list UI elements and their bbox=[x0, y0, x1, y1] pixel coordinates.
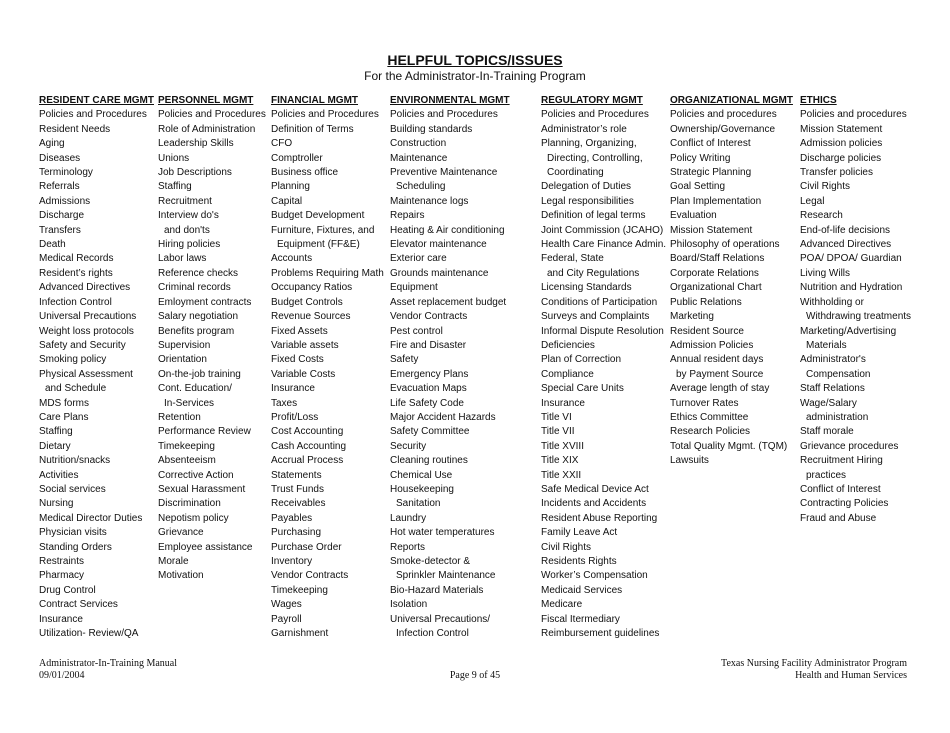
topic-item: Staff morale bbox=[800, 426, 854, 438]
topic-item: Annual resident days bbox=[670, 354, 764, 366]
topic-item: Benefits program bbox=[158, 325, 235, 337]
topic-item: Conflict of Interest bbox=[800, 483, 881, 495]
topic-item: Turnover Rates bbox=[670, 397, 739, 409]
topic-item: Transfers bbox=[39, 224, 81, 236]
topic-item: Policies and procedures bbox=[800, 109, 907, 121]
topic-item: Smoke-detector & bbox=[390, 556, 471, 567]
topic-item: Discharge bbox=[39, 210, 85, 222]
topic-item: Mission Statement bbox=[800, 123, 883, 135]
topic-item: Directing, Controlling, bbox=[547, 152, 643, 164]
topic-item: Profit/Loss bbox=[271, 411, 319, 423]
topic-item: Insurance bbox=[39, 613, 83, 625]
topic-item: Budget Development bbox=[271, 210, 365, 222]
topic-item: Construction bbox=[390, 138, 447, 150]
topic-item: Admissions bbox=[39, 195, 91, 207]
topic-item: Cost Accounting bbox=[271, 426, 344, 438]
topic-item: Scheduling bbox=[396, 181, 446, 193]
topic-item: Unions bbox=[158, 152, 190, 164]
topic-item: Plan of Correction bbox=[541, 354, 622, 366]
topic-item: Isolation bbox=[390, 599, 428, 611]
agency-name: Health and Human Services bbox=[795, 670, 907, 681]
page-title: HELPFUL TOPICS/ISSUES bbox=[387, 52, 563, 68]
topic-item: Equipment (FF&E) bbox=[277, 239, 360, 251]
topic-item: Resident Abuse Reporting bbox=[541, 512, 658, 524]
topic-item: Resident Needs bbox=[39, 123, 111, 135]
topic-item: Accounts bbox=[271, 253, 313, 265]
topic-item: Maintenance bbox=[390, 152, 448, 164]
topic-item: Preventive Maintenance bbox=[390, 167, 498, 179]
topic-item: Hiring policies bbox=[158, 239, 221, 251]
topic-item: Safety bbox=[390, 354, 419, 366]
topic-item: Policies and Procedures bbox=[271, 109, 379, 121]
topic-item: Criminal records bbox=[158, 282, 231, 294]
topic-item: Business office bbox=[271, 167, 339, 179]
topic-item: Inventory bbox=[271, 556, 313, 567]
topic-item: Revenue Sources bbox=[271, 311, 351, 323]
column-items bbox=[541, 108, 666, 641]
page-number: Page 9 of 45 bbox=[449, 670, 501, 681]
topic-item: Residents Rights bbox=[541, 556, 617, 567]
topic-item: Life Safety Code bbox=[390, 397, 464, 409]
topic-item: Resident Source bbox=[670, 325, 744, 337]
topic-item: Supervision bbox=[158, 339, 211, 351]
topic-item: Ownership/Governance bbox=[670, 123, 776, 135]
topic-item: Problems Requiring Math bbox=[271, 267, 384, 279]
topic-item: Job Descriptions bbox=[158, 167, 232, 179]
topic-item: Medicare bbox=[541, 599, 583, 611]
topic-item: Drug Control bbox=[39, 584, 96, 596]
topic-item: Grounds maintenance bbox=[390, 267, 489, 279]
topic-item: Health Care Finance Admin. bbox=[541, 239, 667, 251]
topic-item: Dietary bbox=[39, 440, 71, 452]
topic-item: Terminology bbox=[39, 167, 93, 179]
topic-item: Nutrition/snacks bbox=[39, 455, 111, 467]
topic-item: Research bbox=[800, 210, 843, 222]
topic-item: Pharmacy bbox=[39, 570, 85, 582]
topic-item: Planning, Organizing, bbox=[541, 138, 637, 150]
topic-item: Wage/Salary bbox=[800, 397, 857, 409]
column-heading: FINANCIAL MGMT bbox=[271, 95, 359, 106]
topic-item: Title XIX bbox=[541, 455, 579, 467]
topic-item: Title XVIII bbox=[541, 440, 584, 452]
column-items bbox=[390, 108, 510, 641]
topic-item: Elevator maintenance bbox=[390, 239, 487, 251]
topic-item: Infection Control bbox=[396, 628, 469, 640]
topic-item: Medical Records bbox=[39, 253, 114, 265]
topic-item: Maintenance logs bbox=[390, 195, 469, 207]
topic-item: Universal Precautions bbox=[39, 311, 137, 323]
topic-item: Admission policies bbox=[800, 138, 883, 150]
topic-item: Social services bbox=[39, 483, 106, 495]
topic-item: Sprinkler Maintenance bbox=[396, 570, 496, 582]
topic-item: Comptroller bbox=[271, 152, 323, 164]
topic-item: End-of-life decisions bbox=[800, 224, 891, 236]
topic-item: Average length of stay bbox=[670, 383, 770, 395]
topic-item: Planning bbox=[271, 181, 310, 193]
topic-item: Civil Rights bbox=[541, 541, 592, 553]
column-heading: ENVIRONMENTAL MGMT bbox=[390, 95, 510, 106]
topic-item: Reference checks bbox=[158, 267, 239, 279]
topic-item: Leadership Skills bbox=[158, 138, 234, 150]
topic-item: Philosophy of operations bbox=[670, 239, 780, 251]
topic-item: Title VI bbox=[541, 411, 572, 423]
topic-item: Marketing/Advertising bbox=[800, 325, 897, 337]
topic-item: and Schedule bbox=[45, 383, 107, 395]
topic-item: Sanitation bbox=[396, 498, 441, 510]
column-items bbox=[800, 108, 911, 526]
topic-item: Infection Control bbox=[39, 296, 112, 308]
topic-item: Transfer policies bbox=[800, 167, 873, 179]
topic-item: Recruitment Hiring bbox=[800, 455, 883, 467]
topic-item: Repairs bbox=[390, 210, 425, 222]
topic-item: Living Wills bbox=[800, 267, 851, 279]
topic-item: Family Leave Act bbox=[541, 527, 618, 539]
topic-item: Pest control bbox=[390, 325, 443, 337]
column-items bbox=[39, 108, 154, 641]
topic-item: Discharge policies bbox=[800, 152, 882, 164]
topic-item: Corporate Relations bbox=[670, 267, 759, 279]
topic-item: Payroll bbox=[271, 613, 302, 625]
topic-item: Policies and Procedures bbox=[390, 109, 498, 121]
program-name: Texas Nursing Facility Administrator Program bbox=[721, 658, 907, 669]
topic-item: Deficiencies bbox=[541, 339, 595, 351]
footer-right bbox=[721, 658, 907, 682]
topic-item: Asset replacement budget bbox=[390, 296, 507, 308]
topic-item: Taxes bbox=[271, 397, 298, 409]
topic-item: by Payment Source bbox=[676, 368, 764, 380]
topic-item: Receivables bbox=[271, 498, 326, 510]
topic-item: Motivation bbox=[158, 570, 204, 582]
topic-item: Furniture, Fixtures, and bbox=[271, 224, 375, 236]
topic-item: Bio-Hazard Materials bbox=[390, 584, 484, 596]
topic-item: Worker’s Compensation bbox=[541, 570, 648, 582]
topic-item: Policies and Procedures bbox=[541, 109, 649, 121]
topic-item: Informal Dispute Resolution bbox=[541, 325, 664, 337]
topic-item: Board/Staff Relations bbox=[670, 253, 765, 265]
topic-item: Medical Director Duties bbox=[39, 512, 143, 524]
topic-item: Safe Medical Device Act bbox=[541, 483, 649, 495]
topic-item: Emergency Plans bbox=[390, 368, 469, 380]
topic-item: Contracting Policies bbox=[800, 498, 889, 510]
topic-item: Exterior care bbox=[390, 253, 447, 265]
topic-item: Emloyment contracts bbox=[158, 296, 252, 308]
topic-item: Housekeeping bbox=[390, 483, 454, 495]
topic-item: Title XXII bbox=[541, 469, 582, 481]
topic-item: Cash Accounting bbox=[271, 440, 347, 452]
topic-item: Staff Relations bbox=[800, 383, 865, 395]
topic-item: practices bbox=[806, 469, 847, 481]
topic-item: Payables bbox=[271, 512, 313, 524]
column-ethics bbox=[800, 94, 911, 526]
topic-item: Smoking policy bbox=[39, 354, 107, 366]
topic-item: Discrimination bbox=[158, 498, 221, 510]
topic-item: Purchasing bbox=[271, 527, 322, 539]
topic-item: Federal, State bbox=[541, 253, 604, 265]
topic-item: Weight loss protocols bbox=[39, 325, 134, 337]
topic-item: Laundry bbox=[390, 512, 427, 524]
topic-item: Ethics Committee bbox=[670, 411, 749, 423]
topic-item: Safety Committee bbox=[390, 426, 470, 438]
topic-item: Diseases bbox=[39, 152, 81, 164]
topic-item: Contract Services bbox=[39, 599, 118, 611]
topic-item: Coordinating bbox=[547, 167, 604, 179]
topic-item: Restraints bbox=[39, 556, 85, 567]
topic-item: Occupancy Ratios bbox=[271, 282, 353, 294]
topic-item: Major Accident Hazards bbox=[390, 411, 496, 423]
topic-item: Capital bbox=[271, 195, 303, 207]
topic-item: Security bbox=[390, 440, 427, 452]
topic-item: and City Regulations bbox=[547, 267, 640, 279]
topic-item: Incidents and Accidents bbox=[541, 498, 647, 510]
topic-item: Physician visits bbox=[39, 527, 107, 539]
topic-item: Conflict of Interest bbox=[670, 138, 751, 150]
column-personnel bbox=[158, 94, 266, 584]
topic-item: Cont. Education/ bbox=[158, 383, 232, 395]
topic-item: Surveys and Complaints bbox=[541, 311, 650, 323]
topic-item: Vendor Contracts bbox=[271, 570, 349, 582]
topic-item: Staffing bbox=[39, 426, 73, 438]
topic-item: Evaluation bbox=[670, 210, 717, 222]
manual-title: Administrator-In-Training Manual bbox=[39, 658, 178, 669]
column-items bbox=[158, 108, 266, 583]
column-financial bbox=[271, 94, 384, 641]
topic-item: Timekeeping bbox=[271, 584, 328, 596]
manual-date: 09/01/2004 bbox=[39, 670, 85, 681]
topic-item: Salary negotiation bbox=[158, 311, 239, 323]
topic-item: Administrator’s role bbox=[541, 123, 627, 135]
topic-item: Research Policies bbox=[670, 426, 751, 438]
topic-item: CFO bbox=[271, 138, 293, 150]
column-items bbox=[670, 108, 793, 468]
topic-item: Policies and procedures bbox=[670, 109, 777, 121]
topic-item: Joint Commission (JCAHO) bbox=[541, 224, 664, 236]
topic-item: Labor laws bbox=[158, 253, 207, 265]
topic-item: Insurance bbox=[541, 397, 585, 409]
topic-item: Variable assets bbox=[271, 339, 339, 351]
topic-item: Conditions of Participation bbox=[541, 296, 658, 308]
topic-item: Definition of Terms bbox=[271, 123, 354, 135]
topic-item: Organizational Chart bbox=[670, 282, 762, 294]
topic-item: Public Relations bbox=[670, 296, 742, 308]
topic-item: On-the-job training bbox=[158, 368, 241, 380]
topic-item: Legal bbox=[800, 195, 825, 207]
topic-item: Mission Statement bbox=[670, 224, 753, 236]
topic-item: Chemical Use bbox=[390, 469, 453, 481]
topic-item: MDS forms bbox=[39, 397, 89, 409]
topic-item: Plan Implementation bbox=[670, 195, 762, 207]
topic-item: Recruitment bbox=[158, 195, 212, 207]
topic-item: Nursing bbox=[39, 498, 74, 510]
page-subtitle: For the Administrator-In-Training Program bbox=[364, 69, 586, 83]
column-organizational bbox=[670, 94, 793, 469]
topic-item: Building standards bbox=[390, 123, 473, 135]
column-heading: REGULATORY MGMT bbox=[541, 95, 643, 106]
topic-item: Withholding or bbox=[800, 296, 864, 308]
topic-item: Equipment bbox=[390, 282, 438, 294]
column-heading: RESIDENT CARE MGMT bbox=[39, 95, 154, 106]
topic-item: Safety and Security bbox=[39, 339, 126, 351]
topic-item: Nutrition and Hydration bbox=[800, 282, 903, 294]
topic-item: Grievance procedures bbox=[800, 440, 899, 452]
topic-item: Total Quality Mgmt. (TQM) bbox=[670, 440, 788, 452]
topic-item: Garnishment bbox=[271, 628, 329, 640]
topic-item: Timekeeping bbox=[158, 440, 215, 452]
topic-item: Fiscal Itermediary bbox=[541, 613, 620, 625]
topic-item: Accrual Process bbox=[271, 455, 344, 467]
topic-item: Goal Setting bbox=[670, 181, 726, 193]
column-regulatory bbox=[541, 94, 666, 641]
column-heading: ETHICS bbox=[800, 95, 837, 106]
topic-item: Compensation bbox=[806, 368, 871, 380]
topic-item: Fraud and Abuse bbox=[800, 512, 877, 524]
topic-item: Universal Precautions/ bbox=[390, 613, 491, 625]
topic-item: Nepotism policy bbox=[158, 512, 229, 524]
topic-item: Reports bbox=[390, 541, 426, 553]
topic-item: Fire and Disaster bbox=[390, 339, 467, 351]
topic-item: Insurance bbox=[271, 383, 315, 395]
topic-item: Reimbursement guidelines bbox=[541, 628, 660, 640]
topic-item: Policies and Procedures bbox=[39, 109, 147, 121]
topic-item: Policy Writing bbox=[670, 152, 731, 164]
topic-item: Fixed Assets bbox=[271, 325, 328, 337]
topic-item: Definition of legal terms bbox=[541, 210, 646, 222]
topic-item: Aging bbox=[39, 138, 65, 150]
topic-item: Withdrawing treatments bbox=[806, 311, 912, 323]
topic-item: Corrective Action bbox=[158, 469, 234, 481]
topic-item: Civil Rights bbox=[800, 181, 851, 193]
topic-item: Variable Costs bbox=[271, 368, 336, 380]
topic-item: Statements bbox=[271, 469, 322, 481]
topic-item: Admission Policies bbox=[670, 339, 754, 351]
column-heading: PERSONNEL MGMT bbox=[158, 95, 254, 106]
topic-item: Interview do's bbox=[158, 210, 219, 222]
topic-item: Medicaid Services bbox=[541, 584, 623, 596]
topic-item: Staffing bbox=[158, 181, 192, 193]
topic-item: Materials bbox=[806, 339, 847, 351]
topic-item: Delegation of Duties bbox=[541, 181, 632, 193]
topic-item: Morale bbox=[158, 556, 189, 567]
topic-item: Lawsuits bbox=[670, 455, 709, 467]
topic-item: Purchase Order bbox=[271, 541, 342, 553]
topic-item: Physical Assessment bbox=[39, 368, 133, 380]
topic-item: Compliance bbox=[541, 368, 594, 380]
topic-item: Advanced Directives bbox=[39, 282, 131, 294]
topic-item: Trust Funds bbox=[271, 483, 324, 495]
column-environmental bbox=[390, 94, 510, 641]
topic-item: Referrals bbox=[39, 181, 80, 193]
topic-item: Heating & Air conditioning bbox=[390, 224, 505, 236]
topic-item: Performance Review bbox=[158, 426, 251, 438]
topic-item: Administrator's bbox=[800, 354, 866, 366]
topic-item: Advanced Directives bbox=[800, 239, 892, 251]
topic-item: Hot water temperatures bbox=[390, 527, 495, 539]
column-heading: ORGANIZATIONAL MGMT bbox=[670, 95, 793, 106]
topic-item: Strategic Planning bbox=[670, 167, 752, 179]
topic-item: Role of Administration bbox=[158, 123, 256, 135]
topic-item: Budget Controls bbox=[271, 296, 343, 308]
topic-item: and don'ts bbox=[164, 224, 210, 236]
topic-item: Orientation bbox=[158, 354, 207, 366]
topic-item: Grievance bbox=[158, 527, 204, 539]
topic-item: Licensing Standards bbox=[541, 282, 632, 294]
topic-item: Retention bbox=[158, 411, 201, 423]
topic-item: Wages bbox=[271, 599, 302, 611]
topic-item: administration bbox=[806, 411, 869, 423]
topic-item: Resident’s rights bbox=[39, 267, 113, 279]
topic-item: Utilization- Review/QA bbox=[39, 628, 139, 640]
topic-item: Evacuation Maps bbox=[390, 383, 467, 395]
topic-item: Cleaning routines bbox=[390, 455, 468, 467]
topic-item: Standing Orders bbox=[39, 541, 112, 553]
topic-item: Absenteeism bbox=[158, 455, 216, 467]
column-resident-care bbox=[39, 94, 154, 641]
topic-item: POA/ DPOA/ Guardian bbox=[800, 253, 902, 265]
topic-item: Employee assistance bbox=[158, 541, 253, 553]
topic-item: Title VII bbox=[541, 426, 575, 438]
topic-item: Legal responsibilities bbox=[541, 195, 634, 207]
topic-item: Policies and Procedures bbox=[158, 109, 266, 121]
topic-item: Marketing bbox=[670, 311, 714, 323]
column-items bbox=[271, 108, 384, 641]
topic-item: Vendor Contracts bbox=[390, 311, 468, 323]
topic-item: Care Plans bbox=[39, 411, 89, 423]
topic-item: Special Care Units bbox=[541, 383, 624, 395]
topic-item: In-Services bbox=[164, 397, 215, 409]
topic-item: Sexual Harassment bbox=[158, 483, 246, 495]
topic-item: Death bbox=[39, 239, 66, 251]
topic-item: Fixed Costs bbox=[271, 354, 324, 366]
topic-item: Activities bbox=[39, 469, 79, 481]
